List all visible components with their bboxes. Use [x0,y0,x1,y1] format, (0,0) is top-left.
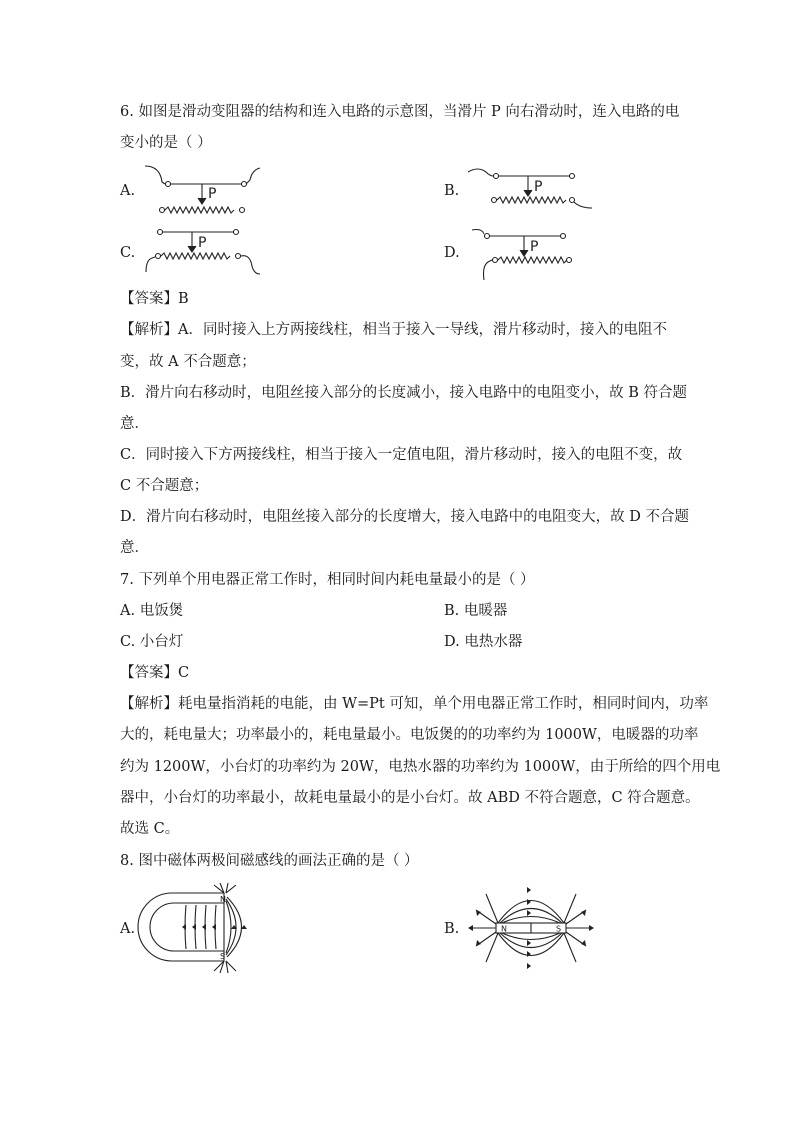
q7-analysis-line2: 大的，耗电量大；功率最小的，耗电量最小。电饭煲的的功率约为 1000W，电暖器的功率 [120,727,699,743]
q6-slider-label-a: P [208,186,217,202]
q6-option-a-label: A. [120,183,136,199]
q8-horseshoe-magnet-diagram [138,883,262,973]
q6-rheostat-c-diagram [142,224,272,284]
q6-answer: 【答案】B [120,291,189,307]
q6-analysis-line6: C 不合题意； [120,478,209,494]
q6-stem-line1: 6. 如图是滑动变阻器的结构和连入电路的示意图，当滑片 P 向右滑动时，连入电路的电 [120,104,680,120]
q7-analysis-line1: 【解析】耗电量指消耗的电能，由 W=Pt 可知，单个用电器正常工作时，相同时间内，功率 [120,696,709,712]
q7-option-c: C. 小台灯 [120,634,184,650]
q6-analysis-line4: 意． [120,416,149,432]
q8-bar-pole-s: S [556,924,562,934]
q6-slider-label-d: P [530,239,539,255]
q8-horseshoe-pole-n: N [220,895,226,904]
q8-bar-pole-n: N [501,924,507,934]
q6-rheostat-a-diagram [140,160,270,222]
q7-option-a: A. 电饭煲 [120,603,184,619]
q6-analysis-line5: C．同时接入下方两接线柱，相当于接入一定值电阻，滑片移动时，接入的电阻不变，故 [120,447,683,463]
q7-option-d: D. 电热水器 [444,634,523,650]
q8-option-b-label: B. [444,921,460,937]
q6-analysis-line1: 【解析】A．同时接入上方两接线柱，相当于接入一导线，滑片移动时，接入的电阻不 [120,322,667,338]
q7-option-b: B. 电暖器 [444,603,508,619]
q7-stem: 7. 下列单个用电器正常工作时，相同时间内耗电量最小的是（ ） [120,572,535,588]
q6-option-c-label: C. [120,245,136,261]
q8-bar-magnet-diagram [462,880,598,976]
q7-analysis-line5: 故选 C。 [120,821,180,837]
q6-analysis-line7: D．滑片向右移动时，电阻丝接入部分的长度增大，接入电路中的电阻变大，故 D 不合题 [120,509,689,525]
q6-slider-label-c: P [198,235,207,251]
q8-stem: 8. 图中磁体两极间磁感线的画法正确的是（ ） [120,853,419,869]
q6-option-b-label: B. [444,183,460,199]
q6-stem-line2: 变小的是（ ） [120,135,212,151]
q8-horseshoe-pole-s: S [220,952,226,961]
q7-analysis-line4: 器中，小台灯的功率最小，故耗电量最小的是小台灯。故 ABD 不符合题意，C 符合题意。 [120,790,700,806]
q7-analysis-line3: 约为 1200W，小台灯的功率约为 20W，电热水器的功率约为 1000W，由于所给的四个用电 [120,759,721,775]
q6-analysis-line3: B．滑片向右移动时，电阻丝接入部分的长度减小，接入电路中的电阻变小，故 B 符合题 [120,385,688,401]
q6-rheostat-d-diagram [468,224,598,284]
q6-slider-label-b: P [534,179,543,195]
q6-analysis-line8: 意． [120,540,149,556]
q8-option-a-label: A. [120,921,136,937]
q6-option-d-label: D. [444,245,460,261]
q6-rheostat-b-diagram [466,164,596,226]
q6-analysis-line2: 变，故 A 不合题意； [120,354,256,370]
q7-answer: 【答案】C [120,665,190,681]
